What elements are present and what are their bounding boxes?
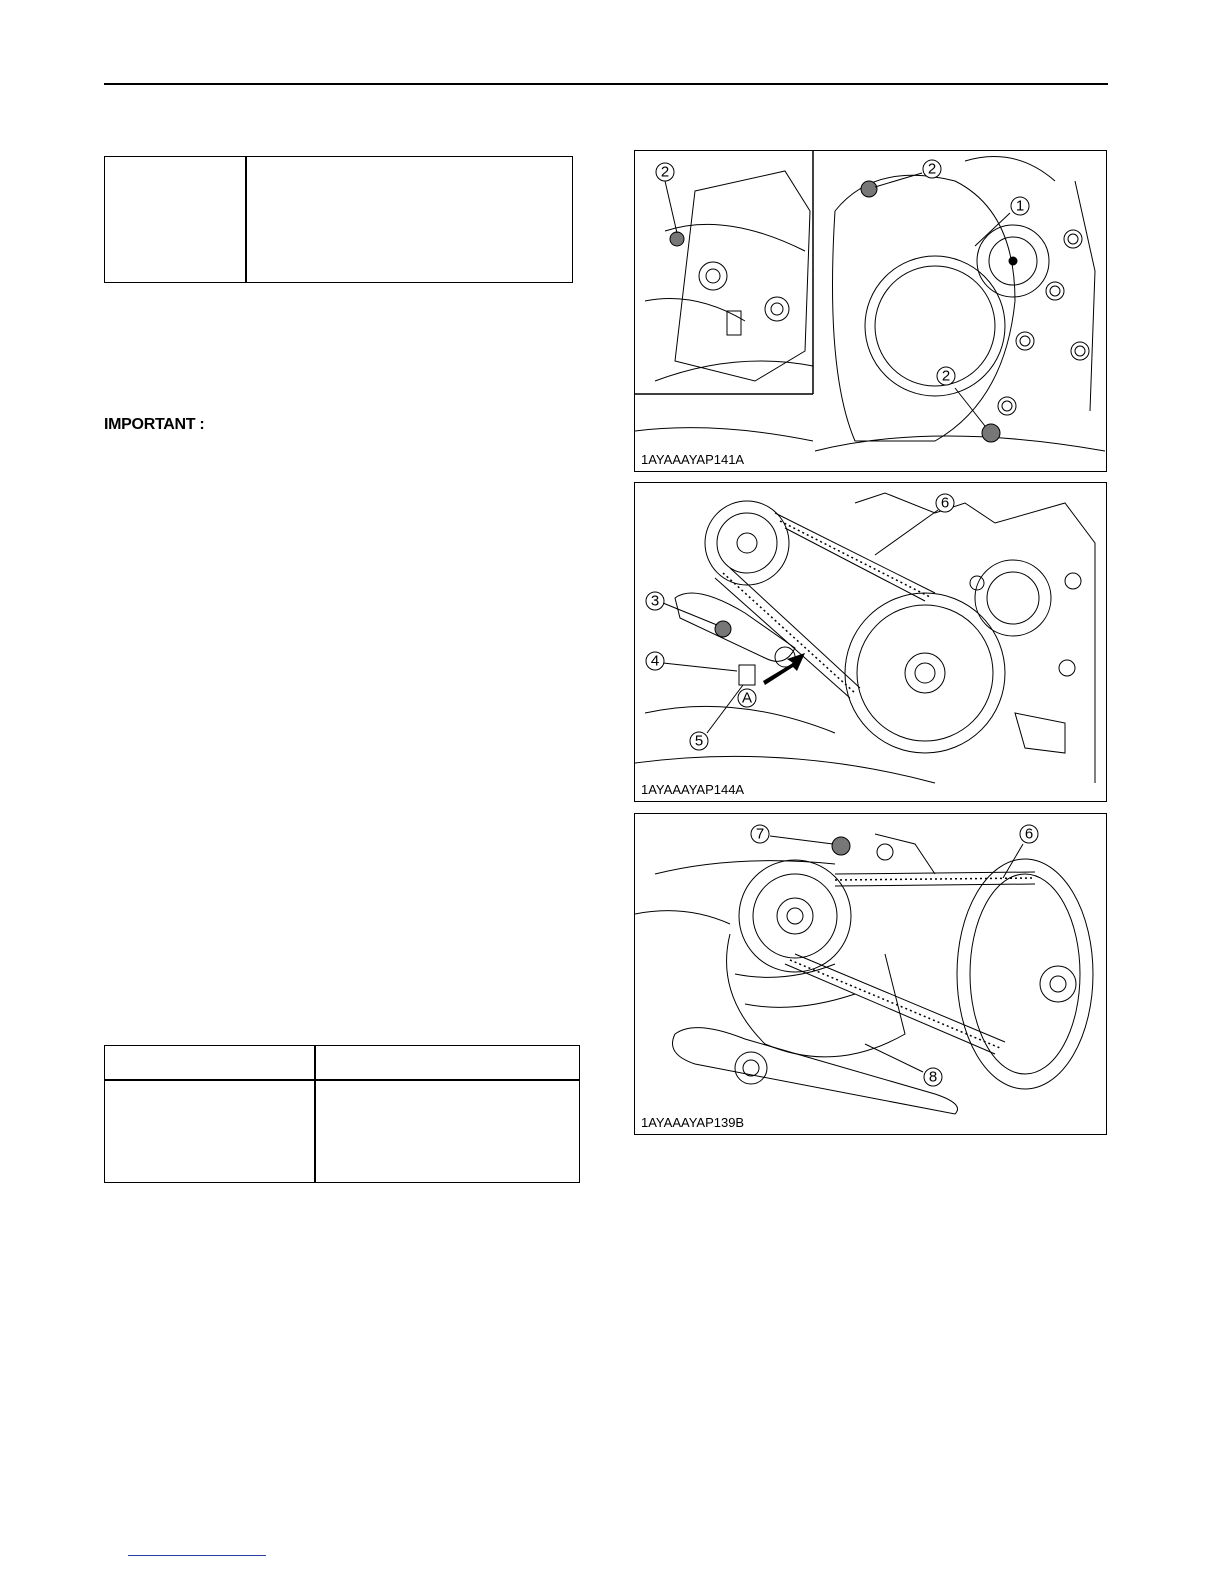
engine-cover-illustration	[635, 151, 1105, 470]
belt-tension-illustration	[635, 483, 1105, 800]
belt-removal-illustration	[635, 814, 1105, 1133]
callout-6: 6	[1024, 825, 1034, 843]
figure-caption: 1AYAAAYAP144A	[641, 782, 745, 797]
callout-1: 1	[1015, 197, 1025, 215]
callout-8: 8	[928, 1068, 938, 1086]
table-divider	[245, 157, 247, 282]
callout-4: 4	[650, 652, 660, 670]
callout-5: 5	[694, 732, 704, 750]
table-header-divider	[105, 1079, 579, 1081]
figure-cover-removal	[634, 150, 1107, 472]
callout-7: 7	[755, 825, 765, 843]
callout-6: 6	[940, 494, 950, 512]
spec-table-bottom	[104, 1045, 580, 1183]
figure-belt-tension	[634, 482, 1107, 802]
callout-2: 2	[941, 367, 951, 385]
figure-caption: 1AYAAAYAP139B	[641, 1115, 745, 1130]
footer-link-underline[interactable]	[128, 1555, 266, 1556]
header-rule	[104, 83, 1108, 85]
table-divider	[314, 1046, 316, 1182]
spec-table-top	[104, 156, 573, 283]
figure-caption: 1AYAAAYAP141A	[641, 452, 745, 467]
callout-2: 2	[927, 160, 937, 178]
figure-belt-removal	[634, 813, 1107, 1135]
callout-3: 3	[650, 592, 660, 610]
callout-a: A	[741, 689, 753, 707]
important-label: IMPORTANT :	[104, 416, 205, 433]
callout-2: 2	[660, 163, 670, 181]
